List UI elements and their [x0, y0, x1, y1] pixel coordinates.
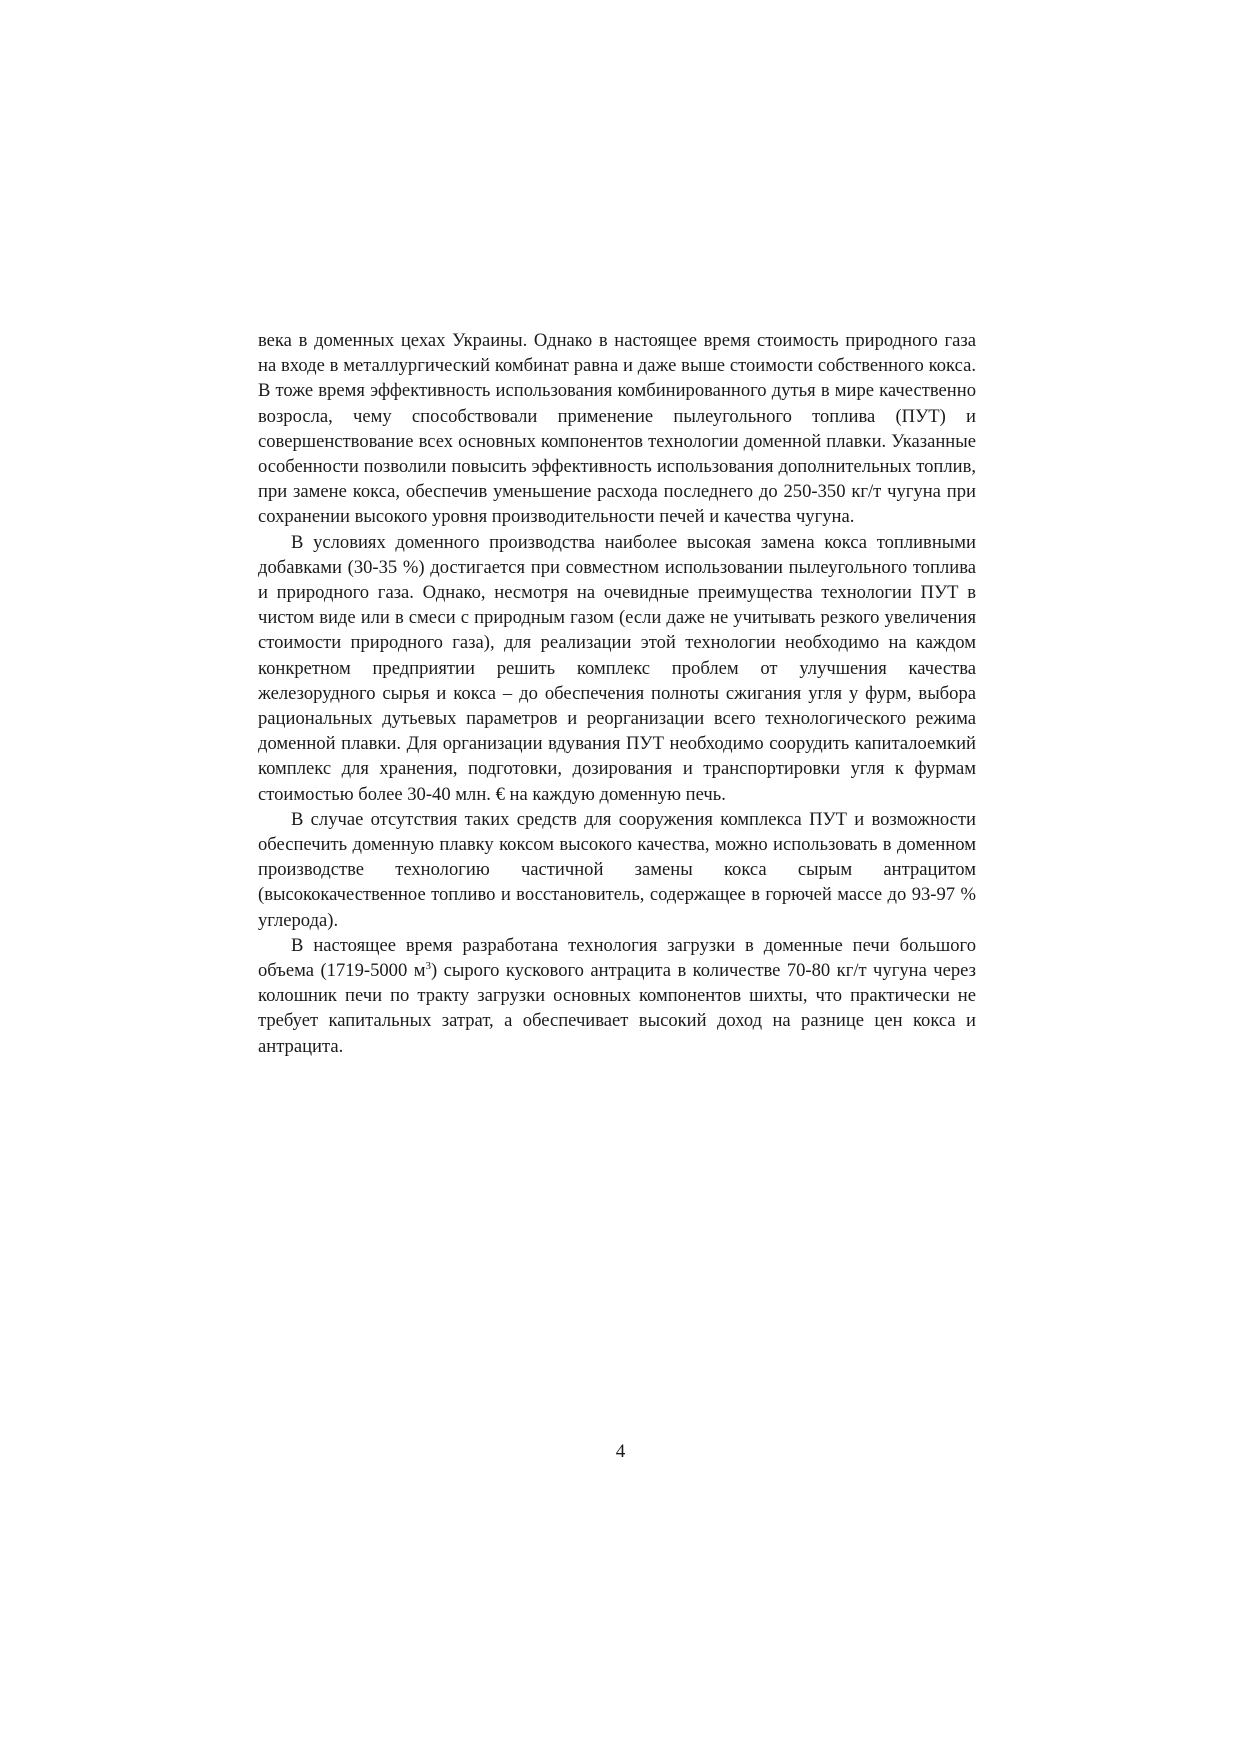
- paragraph-3: В случае отсутствия таких средств для сооружения комплекса ПУТ и возможности обеспечить доменную плавку коксом высокого качества, можно использовать в доменном производстве технологию частичной замены кокса сырым антрацитом (высококачественное топливо и восстановитель, содержащее в горючей массе до 93-97 % углерода).: [258, 808, 976, 931]
- paragraph-4-text-end: ) сырого кускового антрацита в количестве 70-80 кг/т чугуна через колошник печи по тракту загрузки основных компонентов шихты, что практически не требует капитальных затрат, а обеспечивает высокий доход на разнице цен кокса и антрацита.: [258, 960, 976, 1057]
- paragraph-1: века в доменных цехах Украины. Однако в настоящее время стоимость природного газа на входе в металлургический комбинат равна и даже выше стоимости собственного кокса. В тоже время эффективность использования комбинированного дутья в мире качественно возросла, чему способствовали применение пылеугольного топлива (ПУТ) и совершенствование всех основных компонентов технологии доменной плавки. Указанные особенности позволили повысить эффективность использования дополнительных топлив, при замене кокса, обеспечив уменьшение расхода последнего до 250-350 кг/т чугуна при сохранении высокого уровня производительности печей и качества чугуна.: [258, 330, 976, 528]
- paragraph-4-text-start: В настоящее время разработана технология загрузки в доменные печи большого объема (1719-5000 м: [258, 934, 976, 982]
- body-text: [258, 328, 976, 1059]
- paragraph-4: [258, 933, 976, 1059]
- paragraph-2: В условиях доменного производства наиболее высокая замена кокса топливными добавками (30-35 %) достигается при совместном использовании пылеугольного топлива и природного газа. Однако, несмотря на очевидные преимущества технологии ПУТ в чистом виде или в смеси с природным газом (если даже не учитывать резкого увеличения стоимости природного газа), для реализации этой технологии необходимо на каждом конкретном предприятии решить комплекс проблем от улучшения качества железорудного сырья и кокса – до обеспечения полноты сжигания угля у фурм, выбора рациональных дутьевых параметров и реорганизации всего технологического режима доменной плавки. Для организации вдувания ПУТ необходимо соорудить капиталоемкий комплекс для хранения, подготовки, дозирования и транспортировки угля к фурмам стоимостью более 30-40 млн. € на каждую доменную печь.: [258, 531, 976, 805]
- cubic-superscript: 3: [425, 959, 431, 972]
- page-number: 4: [615, 1441, 626, 1462]
